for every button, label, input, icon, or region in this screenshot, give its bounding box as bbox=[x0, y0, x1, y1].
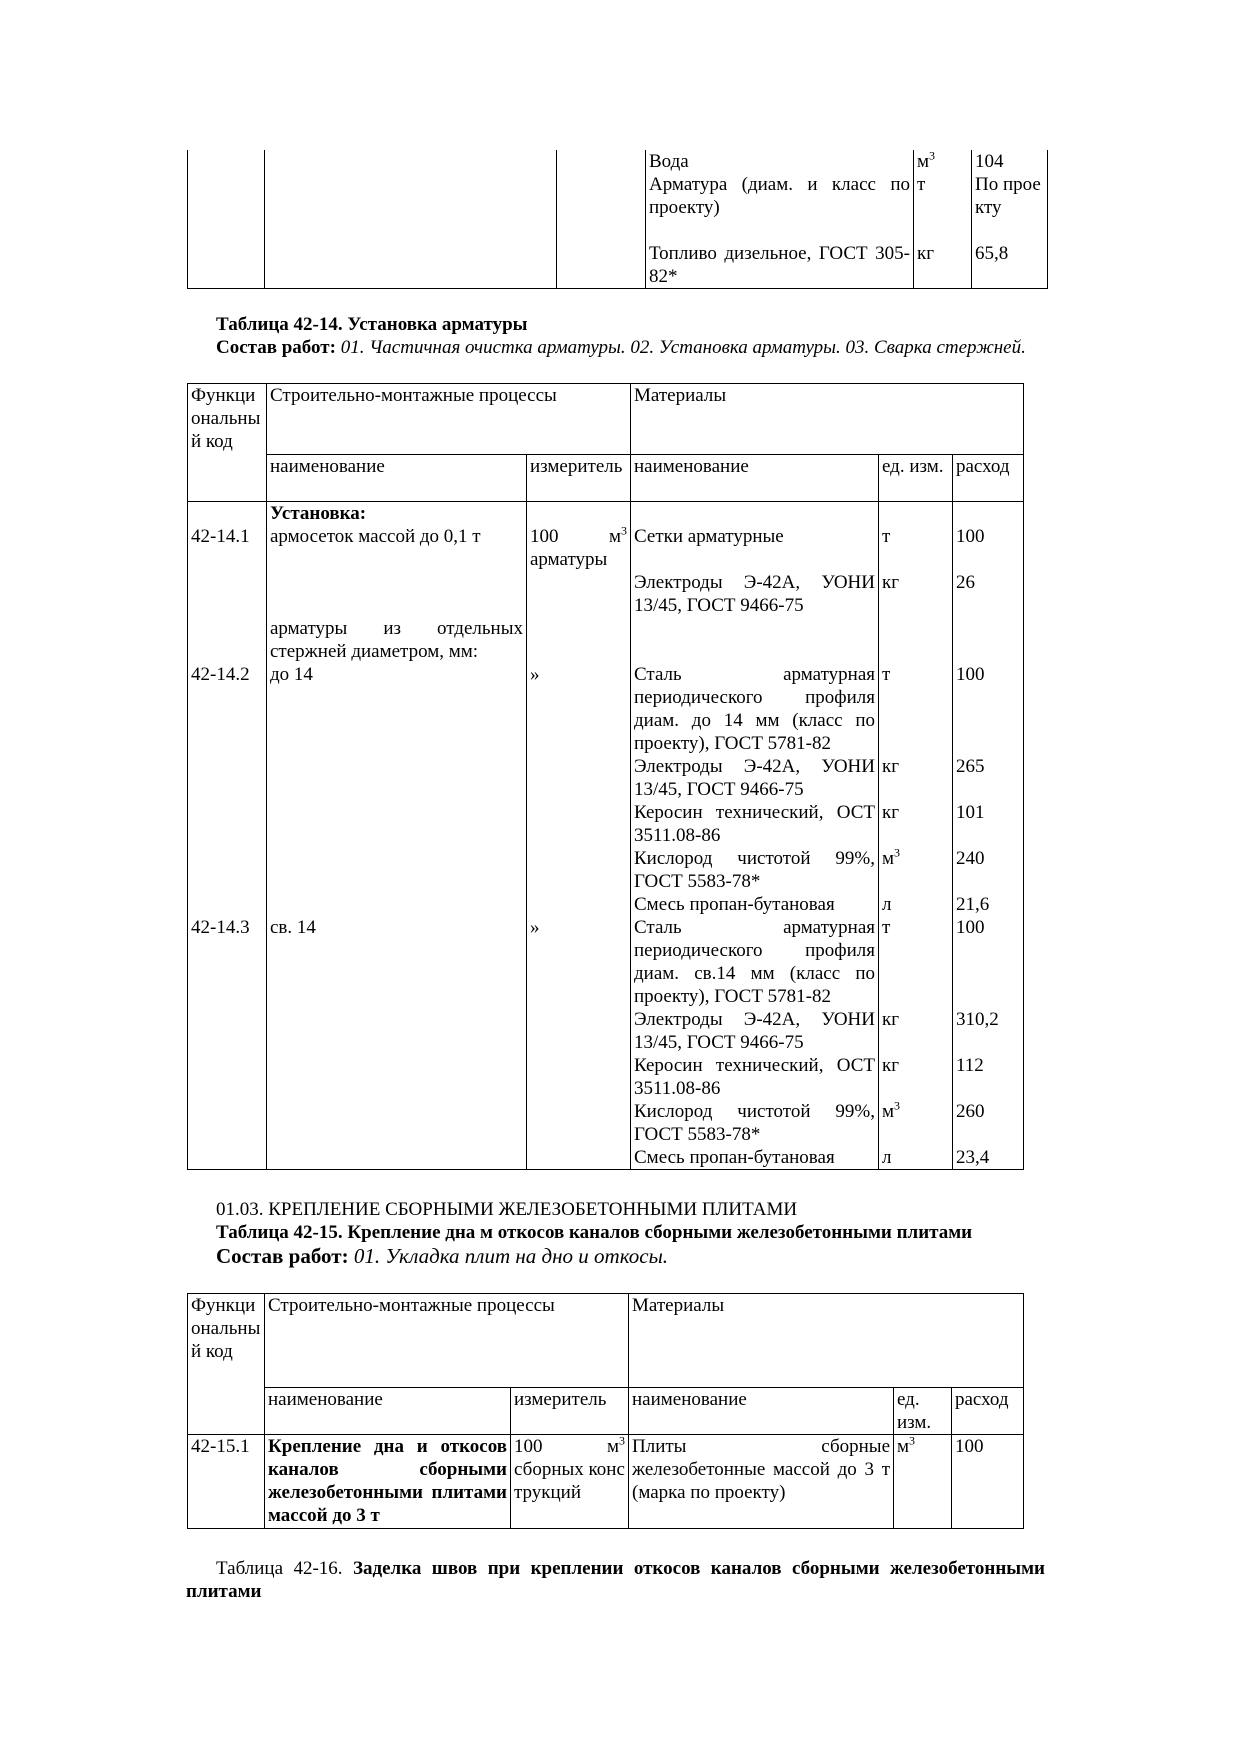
top-unit-3: кг bbox=[917, 243, 935, 264]
t14-composition-text: 01. Частичная очистка арматуры. 02. Установка арматуры. 03. Сварка стержней. bbox=[340, 337, 1026, 358]
t14-heading-block bbox=[186, 313, 1042, 359]
t14-meter-1-sup: 3 bbox=[621, 523, 627, 538]
t15-h-mat-name: наименование bbox=[629, 1388, 894, 1435]
t14-h-mat-name: наименование bbox=[631, 455, 879, 502]
t15-code: 42-15.1 bbox=[188, 1435, 265, 1529]
t14-qty-2-5: 21,6 bbox=[956, 894, 990, 915]
t14-unit-2-3: кг bbox=[882, 802, 900, 823]
t15-unit-cell bbox=[894, 1435, 952, 1529]
t14-qty-3-3: 112 bbox=[956, 1055, 984, 1076]
t14-unit-2-4-sup: 3 bbox=[894, 845, 901, 860]
t14-mat-3-1: Сталь арматурная периодического профиля диам. св.14 мм (класс по проекту), ГОСТ 5781-82 bbox=[634, 917, 875, 1007]
t14-process-2: арматуры из отдельных стержней диаметром, мм: bbox=[270, 618, 523, 662]
t15-comp-text: 01. Укладка плит на дно и откосы. bbox=[353, 1244, 669, 1268]
t14-qty-2-4: 240 bbox=[956, 848, 985, 869]
top-unit-1: м bbox=[917, 151, 930, 172]
t14-matname-col bbox=[631, 502, 879, 1170]
t15-unit-sup: 3 bbox=[909, 1434, 916, 1448]
t15-h-materials: Материалы bbox=[629, 1294, 1024, 1388]
t14-qty-3-4: 260 bbox=[956, 1101, 985, 1122]
t14-qty-2-1: 100 bbox=[956, 664, 985, 685]
top-mat-1: Вода bbox=[649, 151, 689, 172]
t14-qty-2-2: 265 bbox=[956, 756, 985, 777]
top-mat-3: Топливо дизельное, ГОСТ 305-82* bbox=[649, 243, 910, 287]
t14-h-materials: Материалы bbox=[631, 384, 1024, 455]
t14-code-1: 42-14.1 bbox=[191, 526, 250, 547]
t14-unit-3-3: кг bbox=[882, 1055, 900, 1076]
t14-unit-2-4: м bbox=[882, 848, 895, 869]
t14-unit-3-5: л bbox=[882, 1147, 892, 1168]
t14-code-col bbox=[188, 502, 267, 1170]
top-unit-2: т bbox=[917, 174, 926, 195]
t14-unit-1-1: т bbox=[882, 526, 891, 547]
t14-process-3: до 14 bbox=[270, 664, 313, 685]
t14-mat-3-2: Электроды Э-42А, УОНИ 13/45, ГОСТ 9466-75 bbox=[634, 1009, 875, 1053]
t14-mat-2-5: Смесь пропан-бутановая bbox=[634, 894, 835, 915]
table-42-14 bbox=[187, 383, 1024, 1170]
top-unit-1-sup: 3 bbox=[929, 150, 936, 163]
t15-meter-tail: сборных конструкций bbox=[514, 1459, 625, 1503]
top-mat-2: Арматура (диам. и класс по проекту) bbox=[649, 174, 910, 218]
t16-title: Заделка швов при креплении откосов каналов сборными железобетонными плитами bbox=[186, 1558, 1045, 1602]
t16-heading bbox=[186, 1557, 1045, 1603]
t14-mat-1-1: Сетки арматурные bbox=[634, 526, 784, 547]
t15-mat-name: Плиты сборные железобетонные массой до 3 т (марка по проекту) bbox=[629, 1435, 894, 1529]
t14-process-col bbox=[267, 502, 527, 1170]
t14-qty-1-2: 26 bbox=[956, 572, 975, 593]
t14-mat-1-2: Электроды Э-42А, УОНИ 13/45, ГОСТ 9466-75 bbox=[634, 572, 875, 616]
t14-unit-3-4-sup: 3 bbox=[894, 1098, 901, 1113]
top-materials-cell bbox=[646, 150, 914, 289]
t15-h-meter: измеритель bbox=[511, 1388, 629, 1435]
top-table bbox=[187, 150, 1048, 289]
t15-h-unit: ед. изм. bbox=[894, 1388, 952, 1435]
t15-unit: м bbox=[897, 1436, 910, 1457]
t14-process-1: армосеток массой до 0,1 т bbox=[270, 526, 481, 547]
top-qty-3: 65,8 bbox=[975, 243, 1009, 264]
t16-prefix: Таблица 42-16. bbox=[216, 1558, 343, 1579]
t14-meter-3: » bbox=[530, 917, 540, 938]
t15-qty: 100 bbox=[952, 1435, 1024, 1529]
table-42-15 bbox=[187, 1293, 1024, 1529]
t14-mat-3-3: Керосин технический, ОСТ 3511.08-86 bbox=[634, 1055, 875, 1099]
t14-meter-1-tail: арматуры bbox=[530, 549, 608, 570]
t15-comp-label: Состав работ: bbox=[216, 1244, 349, 1268]
t14-unit-3-4: м bbox=[882, 1101, 895, 1122]
t14-process-4: св. 14 bbox=[270, 917, 316, 938]
t14-mat-2-3: Керосин технический, ОСТ 3511.08-86 bbox=[634, 802, 875, 846]
top-qty-2: По проекту bbox=[975, 174, 1041, 218]
t14-mat-2-1: Сталь арматурная периодического профиля диам. до 14 мм (класс по проекту), ГОСТ 5781-82 bbox=[634, 664, 875, 754]
t14-meter-col bbox=[527, 502, 631, 1170]
t14-meter-1: 100 м bbox=[530, 526, 621, 547]
t15-h-consumption: расход bbox=[952, 1388, 1024, 1435]
t14-h-unit: ед. изм. bbox=[879, 455, 953, 502]
t14-qty-3-5: 23,4 bbox=[956, 1147, 990, 1168]
top-unit-cell bbox=[914, 150, 972, 289]
t15-meter-cell bbox=[511, 1435, 629, 1529]
t14-code-3: 42-14.3 bbox=[191, 917, 250, 938]
t14-unit-2-2: кг bbox=[882, 756, 900, 777]
t15-meter-sup: 3 bbox=[619, 1434, 625, 1448]
t14-h-code: Функциональный код bbox=[188, 384, 267, 502]
t15-h-code: Функциональный код bbox=[188, 1294, 265, 1435]
t14-title: Таблица 42-14. Установка арматуры bbox=[216, 314, 528, 335]
t14-mat-3-5: Смесь пропан-бутановая bbox=[634, 1147, 835, 1168]
t14-code-2: 42-14.2 bbox=[191, 664, 250, 685]
t14-h-name: наименование bbox=[267, 455, 527, 502]
t14-h-meter: измеритель bbox=[527, 455, 631, 502]
t15-h-processes: Строительно-монтажные процессы bbox=[265, 1294, 629, 1388]
t14-unit-1-2: кг bbox=[882, 572, 900, 593]
t14-qty-3-1: 100 bbox=[956, 917, 985, 938]
t14-h-consumption: расход bbox=[953, 455, 1024, 502]
section-heading: 01.03. КРЕПЛЕНИЕ СБОРНЫМИ ЖЕЛЕЗОБЕТОННЫМИ ПЛИТАМИ bbox=[216, 1199, 798, 1220]
top-empty-1 bbox=[188, 150, 265, 289]
t14-unit-2-1: т bbox=[882, 664, 891, 685]
top-qty-cell bbox=[972, 150, 1048, 289]
t14-qty-1-1: 100 bbox=[956, 526, 985, 547]
t14-mat-3-4: Кислород чистотой 99%, ГОСТ 5583-78* bbox=[634, 1101, 875, 1145]
t14-mat-2-2: Электроды Э-42А, УОНИ 13/45, ГОСТ 9466-75 bbox=[634, 756, 875, 800]
t15-h-name: наименование bbox=[265, 1388, 511, 1435]
t14-group-title: Установка: bbox=[270, 503, 367, 524]
t15-meter: 100 м bbox=[514, 1436, 619, 1457]
t15-title: Таблица 42-15. Крепление дна м откосов каналов сборными железобетонными плитами bbox=[216, 1222, 973, 1243]
t14-unit-3-2: кг bbox=[882, 1009, 900, 1030]
t14-qty-3-2: 310,2 bbox=[956, 1009, 999, 1030]
section-block bbox=[216, 1198, 1076, 1269]
top-empty-3 bbox=[557, 150, 646, 289]
t14-mat-2-4: Кислород чистотой 99%, ГОСТ 5583-78* bbox=[634, 848, 875, 892]
t14-composition-label: Состав работ: bbox=[216, 337, 336, 358]
top-qty-1: 104 bbox=[975, 151, 1004, 172]
t14-unit-col bbox=[879, 502, 953, 1170]
t14-unit-3-1: т bbox=[882, 917, 891, 938]
t14-h-processes: Строительно-монтажные процессы bbox=[267, 384, 631, 455]
t14-qty-col bbox=[953, 502, 1024, 1170]
t14-qty-2-3: 101 bbox=[956, 802, 985, 823]
t14-meter-2: » bbox=[530, 664, 540, 685]
t15-process: Крепление дна и откосов каналов сборными железобетонными плитами массой до 3 т bbox=[265, 1435, 511, 1529]
top-empty-2 bbox=[265, 150, 557, 289]
t14-unit-2-5: л bbox=[882, 894, 892, 915]
